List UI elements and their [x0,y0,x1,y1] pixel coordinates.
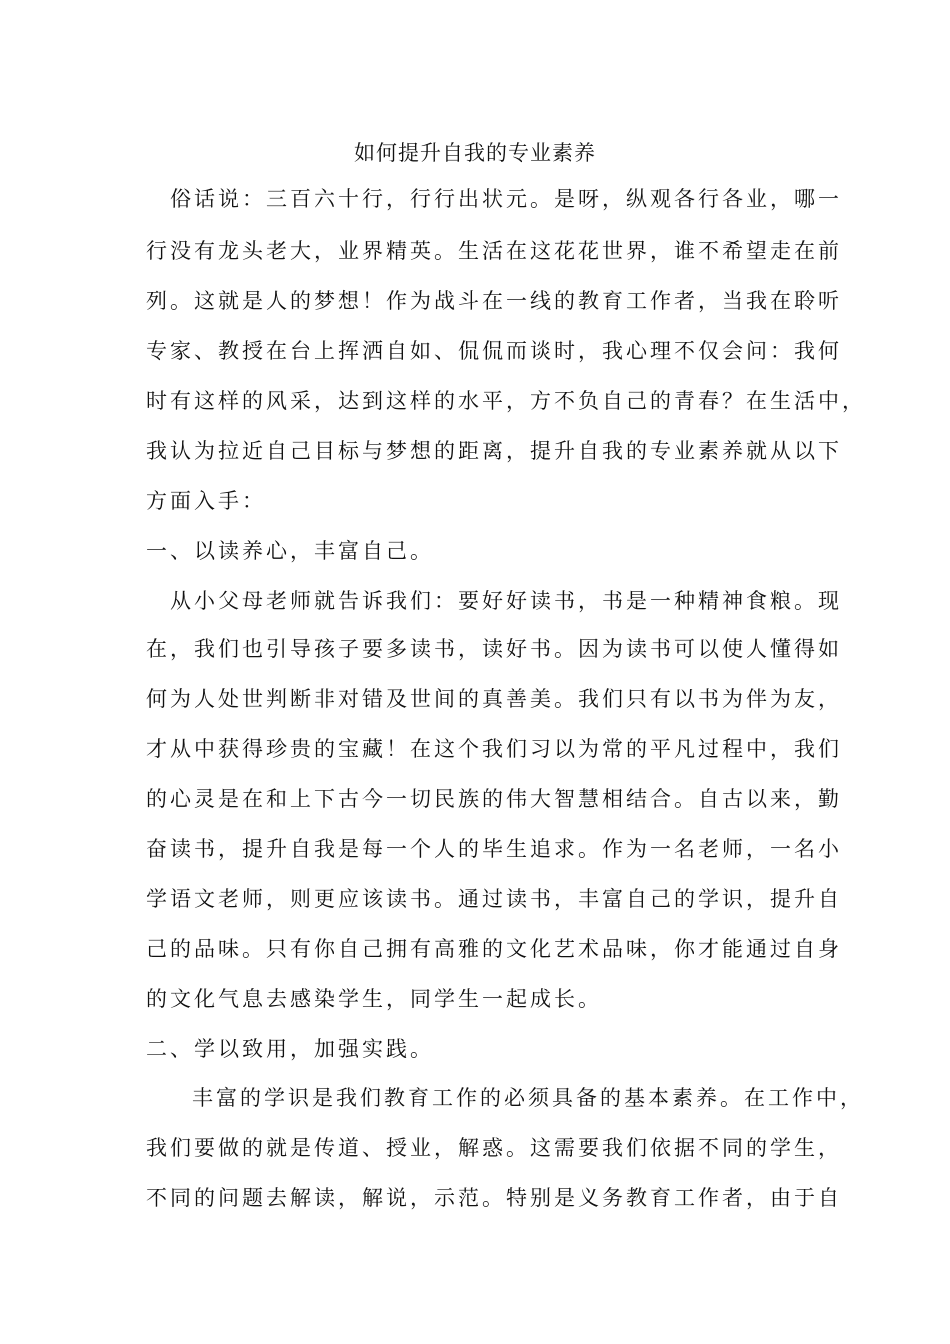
paragraph-2-line: 学语文老师，则更应该读书。通过读书，丰富自己的学识，提升自 [146,887,842,911]
paragraph-1-line: 俗话说：三百六十行，行行出状元。是呀，纵观各行各业，哪一 [170,187,842,211]
section-heading-2: 二、学以致用，加强实践。 [146,1037,434,1061]
paragraph-1-line: 时有这样的风采，达到这样的水平，方不负自己的青春？在生活中， [146,389,866,413]
paragraph-2-line: 己的品味。只有你自己拥有高雅的文化艺术品味，你才能通过自身 [146,937,842,961]
paragraph-2-line: 在，我们也引导孩子要多读书，读好书。因为读书可以使人懂得如 [146,637,842,661]
document-title: 如何提升自我的专业素养 [354,141,596,165]
paragraph-2-line: 从小父母老师就告诉我们：要好好读书，书是一种精神食粮。现 [170,589,842,613]
paragraph-1-line: 我认为拉近自己目标与梦想的距离，提升自我的专业素养就从以下 [146,439,842,463]
paragraph-2-line: 何为人处世判断非对错及世间的真善美。我们只有以书为伴为友， [146,687,842,711]
paragraph-1-line: 专家、教授在台上挥洒自如、侃侃而谈时，我心理不仅会问：我何 [146,339,842,363]
section-heading-1: 一、以读养心，丰富自己。 [146,539,434,563]
paragraph-2-line: 才从中获得珍贵的宝藏！在这个我们习以为常的平凡过程中，我们 [146,737,842,761]
paragraph-1-line: 方面入手： [146,489,266,513]
paragraph-1-line: 行没有龙头老大，业界精英。生活在这花花世界，谁不希望走在前 [146,239,842,263]
paragraph-3-line: 丰富的学识是我们教育工作的必须具备的基本素养。在工作中， [192,1086,864,1110]
paragraph-2-line: 奋读书，提升自我是每一个人的毕生追求。作为一名老师，一名小 [146,837,842,861]
paragraph-2-line: 的文化气息去感染学生，同学生一起成长。 [146,987,602,1011]
paragraph-1-line: 列。这就是人的梦想！作为战斗在一线的教育工作者，当我在聆听 [146,289,842,313]
paragraph-2-line: 的心灵是在和上下古今一切民族的伟大智慧相结合。自古以来，勤 [146,787,842,811]
paragraph-3-line: 不同的问题去解读，解说，示范。特别是义务教育工作者，由于自 [146,1186,842,1210]
paragraph-3-line: 我们要做的就是传道、授业，解惑。这需要我们依据不同的学生， [146,1136,842,1160]
